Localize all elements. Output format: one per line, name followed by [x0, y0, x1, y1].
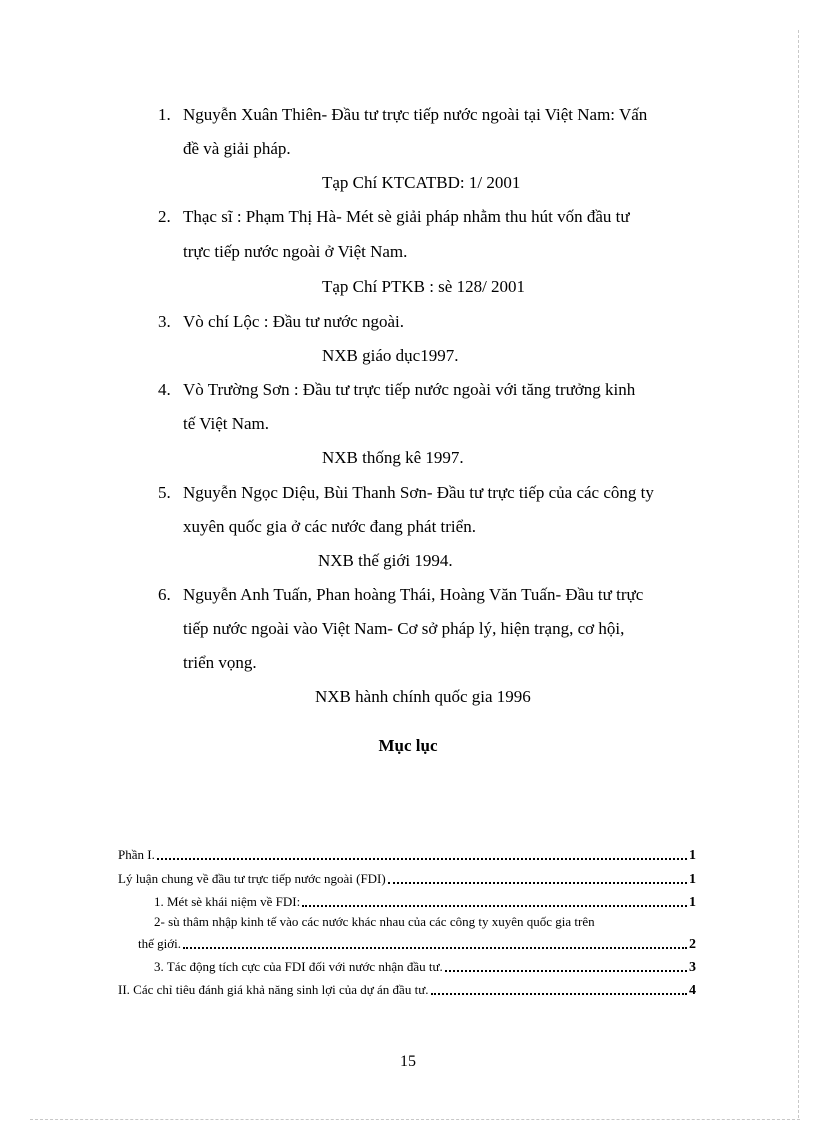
reference-text-line: xuyên quốc gia ở các nước đang phát triển.: [183, 517, 476, 536]
toc-leader-dots: [445, 970, 687, 972]
toc-leader-dots: [431, 993, 688, 995]
toc-page-number: 1: [689, 895, 696, 910]
toc-entry-text: 3. Tác động tích cực của FDI đối với nước nhận đầu tư.: [154, 959, 443, 974]
reference-source: NXB giáo dục1997.: [322, 346, 459, 365]
toc-leader-dots: [157, 858, 687, 860]
page-edge-right: [798, 30, 802, 1118]
reference-text-line: Nguyễn Ngọc Diệu, Bùi Thanh Sơn- Đầu tư trực tiếp của các công ty: [183, 483, 654, 502]
toc-entry-text: Lý luận chung về đầu tư trực tiếp nước ngoài (FDI): [118, 871, 386, 886]
reference-number: 4.: [158, 380, 171, 399]
reference-source: NXB thế giới 1994.: [318, 551, 453, 570]
reference-text-line: Nguyễn Xuân Thiên- Đầu tư trực tiếp nước ngoài tại Việt Nam: Vấn: [183, 105, 648, 124]
reference-source: NXB thống kê 1997.: [322, 448, 464, 467]
toc-entry-text: 1. Mét sè khái niệm về FDI:: [154, 894, 301, 909]
toc-entry[interactable]: [154, 892, 696, 912]
toc-page-number: 1: [689, 872, 696, 887]
toc-entry-text: II. Các chỉ tiêu đánh giá khả năng sinh lợi của dự án đầu tư.: [118, 982, 429, 997]
toc-leader-dots: [388, 882, 687, 884]
toc-entry[interactable]: [118, 845, 696, 865]
toc-leader-dots: [302, 905, 687, 907]
reference-text-line: Vò chí Lộc : Đầu tư nước ngoài.: [183, 312, 404, 331]
reference-number: 6.: [158, 585, 171, 604]
toc-title: Mục lục: [378, 736, 438, 755]
toc-page-number: 4: [689, 983, 696, 998]
reference-source: Tạp Chí PTKB : sè 128/ 2001: [322, 277, 526, 296]
reference-text-line: triển vọng.: [183, 653, 257, 672]
toc-entry-text[interactable]: 2- sù thâm nhập kinh tế vào các nước khác nhau của các công ty xuyên quốc gia trên: [154, 914, 595, 929]
toc-entry[interactable]: [118, 980, 696, 1000]
reference-source: Tạp Chí KTCATBD: 1/ 2001: [322, 173, 521, 192]
reference-number: 3.: [158, 312, 171, 331]
toc-page-number: 1: [689, 848, 696, 863]
toc-page-number: 3: [689, 960, 696, 975]
toc-entry[interactable]: [118, 869, 696, 889]
toc-page-number: 2: [689, 937, 696, 952]
reference-source: NXB hành chính quốc gia 1996: [315, 687, 531, 706]
reference-text-line: trực tiếp nước ngoài ở Việt Nam.: [183, 242, 408, 261]
reference-text-line: tế Việt Nam.: [183, 414, 270, 433]
page-edge-bottom: [30, 1119, 800, 1122]
reference-number: 1.: [158, 105, 171, 124]
toc-leader-dots: [183, 947, 687, 949]
reference-number: 2.: [158, 207, 171, 226]
reference-text-line: Vò Trường Sơn : Đầu tư trực tiếp nước ngoài với tăng trưởng kinh: [183, 380, 636, 399]
toc-entry-text-continued: thế giới.: [138, 936, 181, 951]
reference-text-line: đề và giải pháp.: [183, 139, 291, 158]
reference-text-line: Nguyễn Anh Tuấn, Phan hoàng Thái, Hoàng Văn Tuấn- Đầu tư trực: [183, 585, 644, 604]
reference-text-line: tiếp nước ngoài vào Việt Nam- Cơ sở pháp lý, hiện trạng, cơ hội,: [183, 619, 625, 638]
reference-number: 5.: [158, 483, 171, 502]
page-number: 15: [400, 1053, 416, 1070]
toc-entry-text: Phần I.: [118, 847, 155, 862]
toc-entry[interactable]: [154, 957, 696, 977]
reference-text-line: Thạc sĩ : Phạm Thị Hà- Mét sè giải pháp nhằm thu hút vốn đầu tư: [183, 207, 630, 226]
toc-entry[interactable]: [138, 934, 696, 954]
